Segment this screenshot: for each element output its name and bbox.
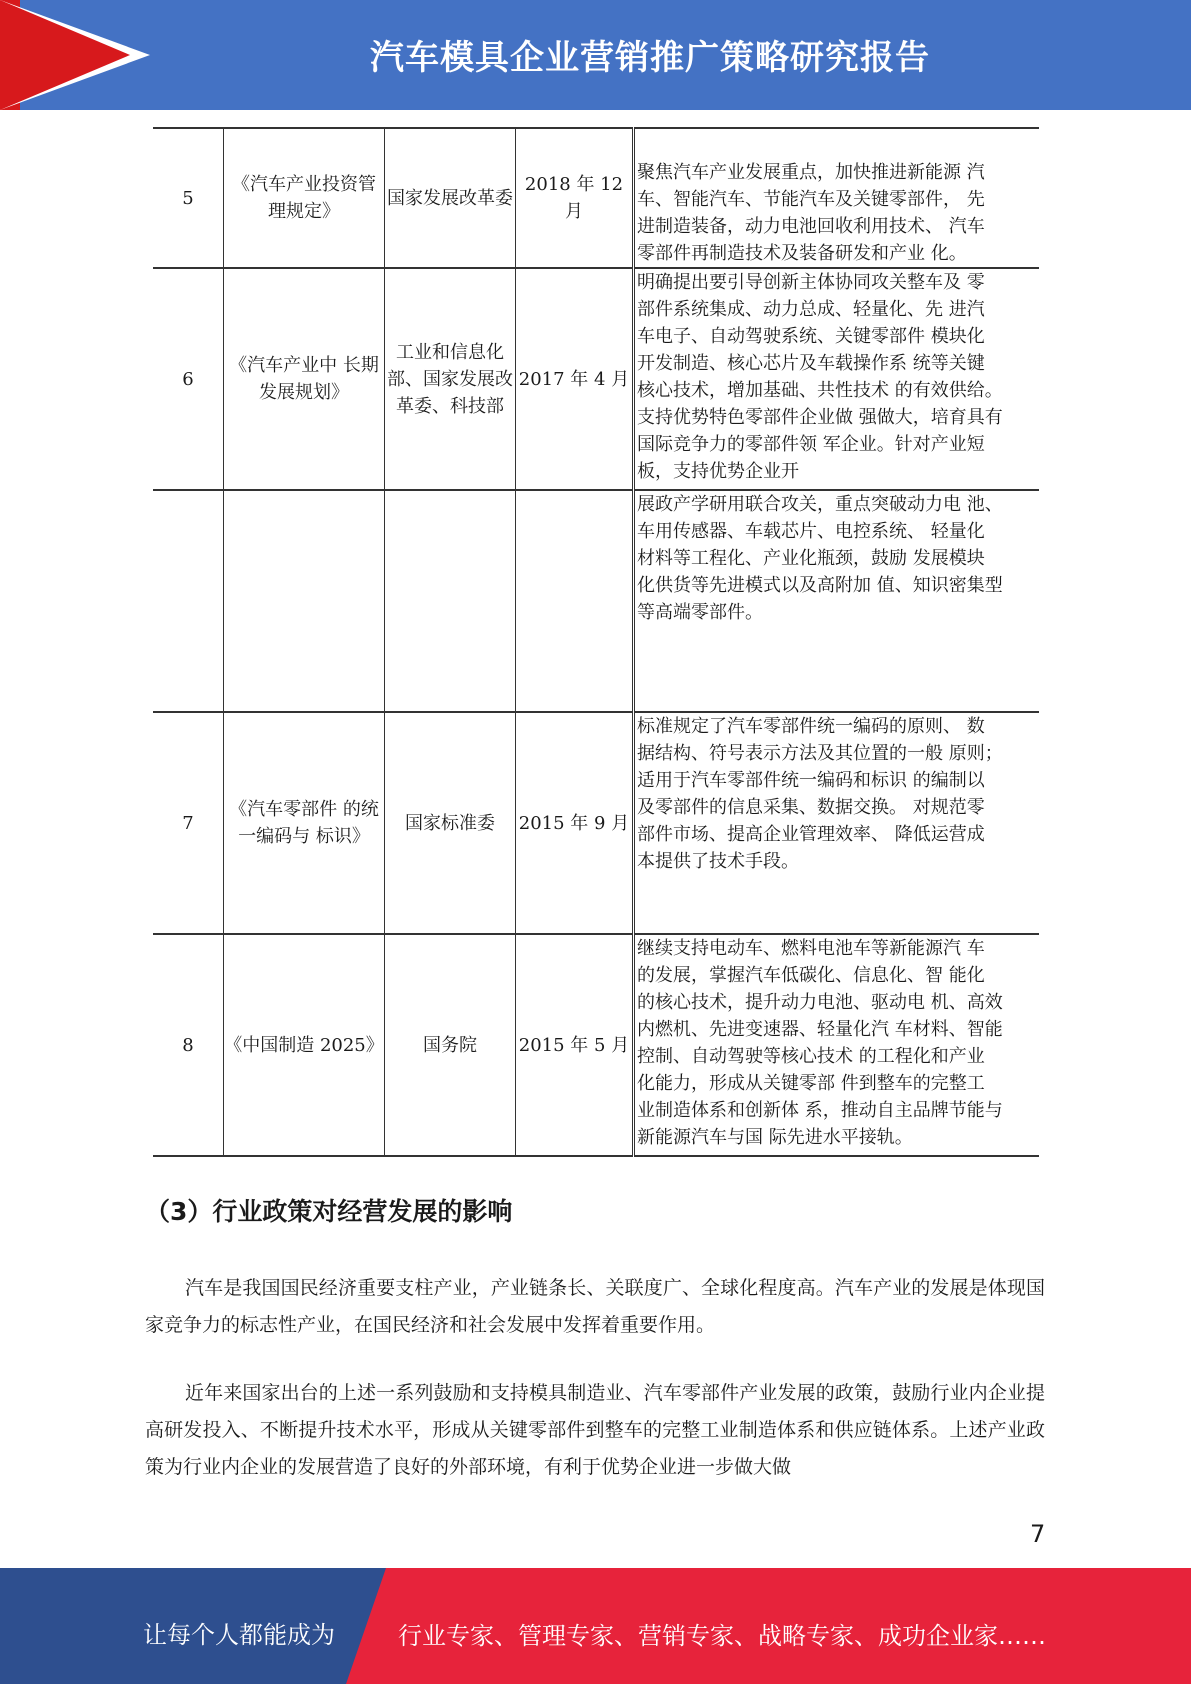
policy-description: 明确提出要引导创新主体协同攻关整车及 零 部件系统集成、动力总成、轻量化、先 进汽 车电子、自动驾驶系统、关键零部件 模块化 开发制造、核心芯片及车载操作系 统等关键 核心技术，增加基础、共性技术 的有效供给。 支持优势特色零部件企业做 强做大，培育具有 国际竞争力的零部件领 军企业。针对产业短 板，支持优势企业开: [634, 268, 1040, 490]
row-number: 6: [153, 268, 224, 490]
row-number: 5: [153, 128, 224, 268]
issue-date: 2018 年 12 月: [516, 128, 634, 268]
table-row: [153, 934, 1039, 1156]
section-heading: （3）行业政策对经营发展的影响: [145, 1197, 513, 1226]
row-number: 7: [153, 712, 224, 934]
policy-description: 展政产学研用联合攻关，重点突破动力电 池、 车用传感器、车载芯片、电控系统、 轻量化 材料等工程化、产业化瓶颈，鼓励 发展模块 化供货等先进模式以及高附加 值、知识密集型 等高端零部件。: [634, 490, 1040, 712]
issue-date: 2017 年 4 月: [516, 268, 634, 490]
footer-slogan-lead: 让每个人都能成为: [143, 1621, 335, 1649]
report-title: 汽车模具企业营销推广策略研究报告: [370, 38, 930, 78]
footer-slogan-roles: 行业专家、管理专家、营销专家、战略专家、成功企业家……: [398, 1622, 1046, 1650]
page-number: 7: [1030, 1520, 1046, 1548]
issuing-body: 国家标准委: [385, 712, 516, 934]
policy-description: 标准规定了汽车零部件统一编码的原则、 数 据结构、符号表示方法及其位置的一般 原则； 适用于汽车零部件统一编码和标识 的编制以 及零部件的信息采集、数据交换。 对规范零 部件市场、提高企业管理效率、 降低运营成 本提供了技术手段。: [634, 712, 1040, 934]
policy-description: 聚焦汽车产业发展重点，加快推进新能源 汽 车、智能汽车、节能汽车及关键零部件， 先 进制造装备，动力电池回收利用技术、 汽车 零部件再制造技术及装备研发和产业 化。: [634, 128, 1040, 268]
page-header: [0, 0, 1191, 110]
body-paragraph: 汽车是我国国民经济重要支柱产业，产业链条长、关联度广、全球化程度高。汽车产业的发展是体现国家竞争力的标志性产业，在国民经济和社会发展中发挥着重要作用。: [145, 1277, 1045, 1336]
issuing-body: 工业和信息化部、国家发展改革委、科技部: [385, 268, 516, 490]
table-row: [153, 490, 1039, 712]
row-number: [153, 490, 224, 712]
issue-date: [516, 490, 634, 712]
policy-table: [153, 127, 1039, 1157]
table-row: [153, 712, 1039, 934]
policy-description: 继续支持电动车、燃料电池车等新能源汽 车 的发展，掌握汽车低碳化、信息化、智 能化 的核心技术，提升动力电池、驱动电 机、高效 内燃机、先进变速器、轻量化汽 车材料、智能 控制、自动驾驶等核心技术 的工程化和产业 化能力，形成从关键零部 件到整车的完整工 业制造体系和创新体 系，推动自主品牌节能与 新能源汽车与国 际先进水平接轨。: [634, 934, 1040, 1156]
policy-name: 《中国制造 2025》: [224, 934, 385, 1156]
issue-date: 2015 年 9 月: [516, 712, 634, 934]
policy-name: 《汽车零部件 的统一编码与 标识》: [224, 712, 385, 934]
issuing-body: [385, 490, 516, 712]
policy-name: 《汽车产业中 长期发展规划》: [224, 268, 385, 490]
policy-name: 《汽车产业投资管理规定》: [224, 128, 385, 268]
body-paragraph: 近年来国家出台的上述一系列鼓励和支持模具制造业、汽车零部件产业发展的政策，鼓励行业内企业提高研发投入、不断提升技术水平，形成从关键零部件到整车的完整工业制造体系和供应链体系。上述产业政策为行业内企业的发展营造了良好的外部环境，有利于优势企业进一步做大做: [145, 1382, 1045, 1478]
issuing-body: 国家发展改革委: [385, 128, 516, 268]
issuing-body: 国务院: [385, 934, 516, 1156]
issue-date: 2015 年 5 月: [516, 934, 634, 1156]
policy-name: [224, 490, 385, 712]
table-row: [153, 268, 1039, 490]
table-row: [153, 128, 1039, 268]
header-red-chevron: [0, 0, 130, 110]
footer-blue-slant: [346, 1568, 386, 1684]
row-number: 8: [153, 934, 224, 1156]
page-footer: [0, 1568, 1191, 1684]
